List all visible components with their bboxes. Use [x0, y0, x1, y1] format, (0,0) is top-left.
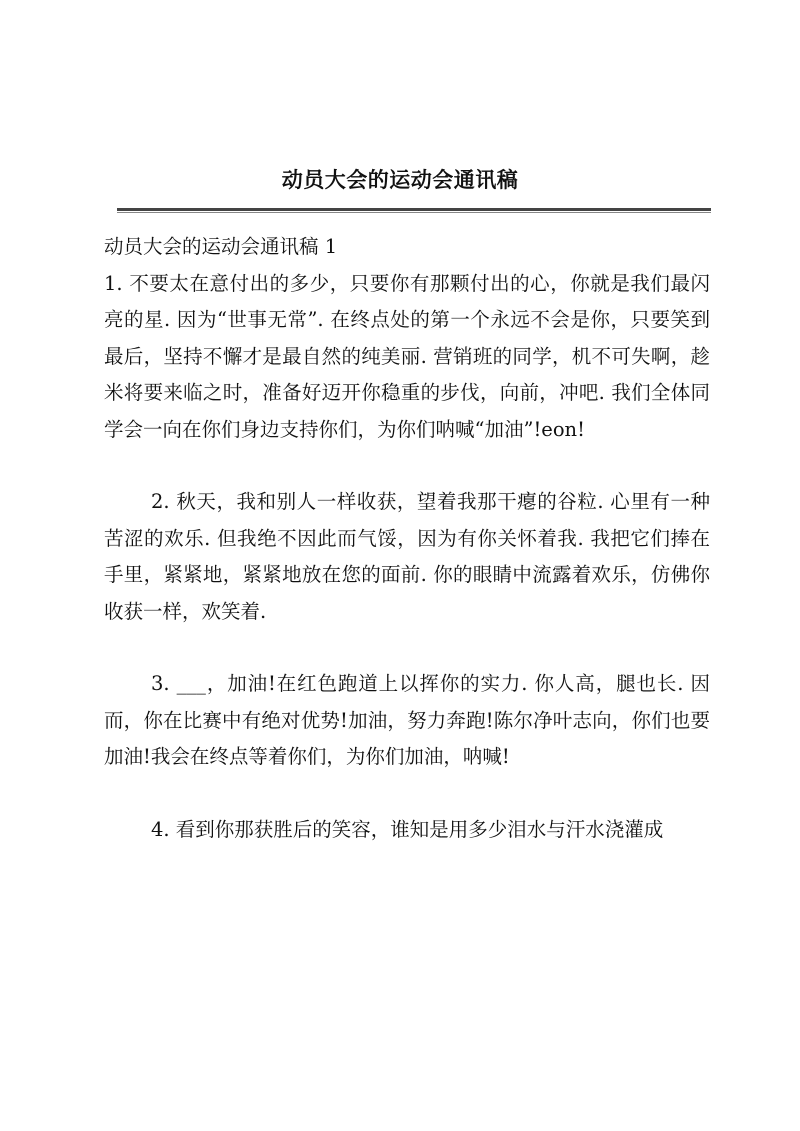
paragraph-4: 4. 看到你那获胜后的笑容，谁知是用多少泪水与汗水浇灌成	[151, 817, 664, 841]
paragraph-2: 2. 秋天，我和别人一样收获，望着我那干瘪的谷粒. 心里有一种苦涩的欢乐. 但我绝不因此而气馁，因为有你关怀着我. 我把它们捧在手里，紧紧地，紧紧地放在您的面前. 你的眼睛中流露着欢乐，仿佛你收获一样，欢笑着.	[104, 490, 710, 623]
paragraph-1: 1. 不要太在意付出的多少，只要你有那颗付出的心，你就是我们最闪亮的星. 因为“世事无常”. 在终点处的第一个永远不会是你，只要笑到最后，坚持不懈才是最自然的纯美丽. 营销班的同学，机不可失啊，趁米将要来临之时，准备好迈开你稳重的步伐，向前，冲吧. 我们全体同学会一向在你们身边支持你们，为你们呐喊“加油”!eon!	[104, 271, 710, 441]
document-title: 动员大会的运动会通讯稿	[281, 167, 519, 192]
title-divider	[117, 208, 711, 213]
paragraph-3: 3. ___，加油!在红色跑道上以挥你的实力. 你人高，腿也长. 因而，你在比赛中有绝对优势!加油，努力奔跑!陈尔净叶志向，你们也要加油!我会在终点等着你们，为你们加油，呐喊!	[104, 672, 710, 768]
document-body	[104, 229, 710, 848]
section-subtitle: 动员大会的运动会通讯稿 1	[104, 235, 338, 258]
